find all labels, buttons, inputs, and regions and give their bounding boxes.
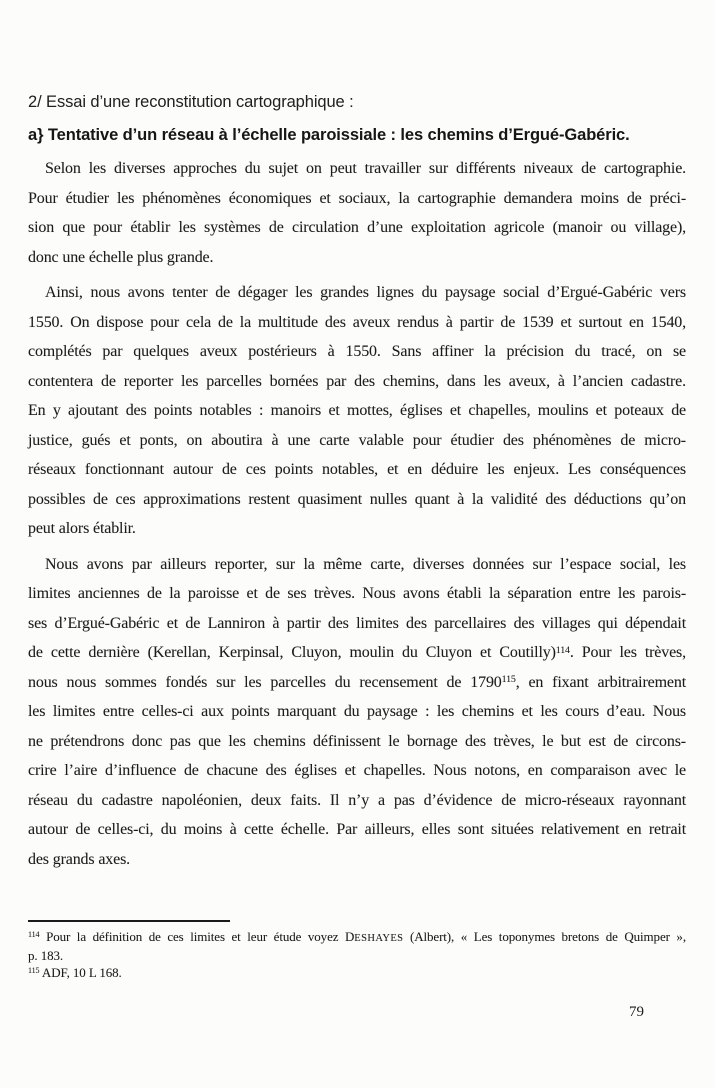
text-line: $^{115}$ ADF, 10 L 168.	[28, 965, 122, 980]
text-line: autour de celles-ci, du moins à cette échelle. Par ailleurs, elles sont situées relativement en retrait	[28, 821, 686, 838]
footnote-item	[28, 928, 686, 964]
text-line: Ainsi, nous avons tenter de dégager les grandes lignes du paysage social d’Ergué-Gabéric vers	[45, 284, 686, 301]
footnote-rule	[28, 920, 230, 922]
text-line: ne prétendrons donc pas que les chemins définissent le bornage des trèves, le but est de circons-	[28, 732, 686, 750]
text-line: peut alors établir.	[28, 520, 136, 537]
text-line: contentera de reporter les parcelles bornées par des chemins, dans les aveux, à l’ancien cadastre.	[28, 372, 686, 390]
text-line: Selon les diverses approches du sujet on peut travailler sur différents niveaux de cartographie.	[45, 160, 686, 177]
text-line: réseaux fonctionnant autour de ces points notables, et en déduire les enjeux. Les conséquences	[28, 461, 686, 478]
subsection-heading: a} Tentative d’un réseau à l’échelle paroissiale : les chemins d’Ergué-Gabéric.	[28, 126, 630, 144]
body-paragraph	[28, 550, 686, 875]
section-heading: 2/ Essai d’une reconstitution cartographique :	[28, 93, 354, 111]
text-line: nous nous sommes fondés sur les parcelles du recensement de 1790$^{115}$, en fixant arbitrairement	[28, 673, 686, 691]
text-line: justice, gués et ponts, on aboutira à une carte valable pour étudier des phénomènes de micro-	[28, 431, 686, 449]
body-paragraph	[28, 154, 686, 272]
text-line: de cette dernière (Kerellan, Kerpinsal, Cluyon, moulin du Cluyon et Coutilly)$^{114}$. Pour les trèves,	[28, 644, 686, 661]
footnote-item	[28, 964, 686, 981]
text-line: des grands axes.	[28, 850, 131, 868]
text-line: possibles de ces approximations restent quasiment nulles quant à la validité des déductions qu’on	[28, 490, 686, 508]
text-line: limites anciennes de la paroisse et de ses trèves. Nous avons établi la séparation entre les parois-	[28, 585, 686, 602]
text-line: crire l’aire d’influence de chacune des églises et chapelles. Nous notons, en comparaison avec le	[28, 762, 686, 779]
text-line: Nous avons par ailleurs reporter, sur la même carte, diverses données sur l’espace social, les	[45, 555, 686, 573]
text-line: En y ajoutant des points notables : manoirs et mottes, églises et chapelles, moulins et poteaux de	[28, 402, 686, 419]
footnotes-section	[28, 920, 686, 981]
body-paragraph	[28, 278, 686, 544]
text-line: ses d’Ergué-Gabéric et de Lanniron à partir des limites des parcellaires des villages qui dépendait	[28, 614, 686, 632]
text-line: 1550. On dispose pour cela de la multitude des aveux rendus à partir de 1539 et surtout en 1540,	[28, 313, 686, 331]
text-line: complétés par quelques aveux postérieurs à 1550. Sans affiner la précision du tracé, on se	[28, 343, 686, 360]
page-number: 79	[629, 1004, 644, 1020]
text-line: les limites entre celles-ci aux points marquant du paysage : les chemins et les cours d’eau. Nous	[28, 703, 686, 720]
text-line: p. 183.	[28, 948, 64, 963]
text-line: Pour étudier les phénomènes économiques et sociaux, la cartographie demandera moins de préci-	[28, 189, 686, 207]
text-line: $^{114}$ Pour la définition de ces limites et leur étude voyez DESHAYES (Albert), « Les toponymes bretons de Quimper »,	[28, 929, 686, 944]
text-line: réseau du cadastre napoléonien, deux faits. Il n’y a pas d’évidence de micro-réseaux rayonnant	[28, 791, 686, 809]
text-line: donc une échelle plus grande.	[28, 248, 214, 266]
text-block	[28, 92, 686, 880]
text-line: sion que pour établir les systèmes de circulation d’une exploitation agricole (manoir ou village),	[28, 219, 686, 236]
